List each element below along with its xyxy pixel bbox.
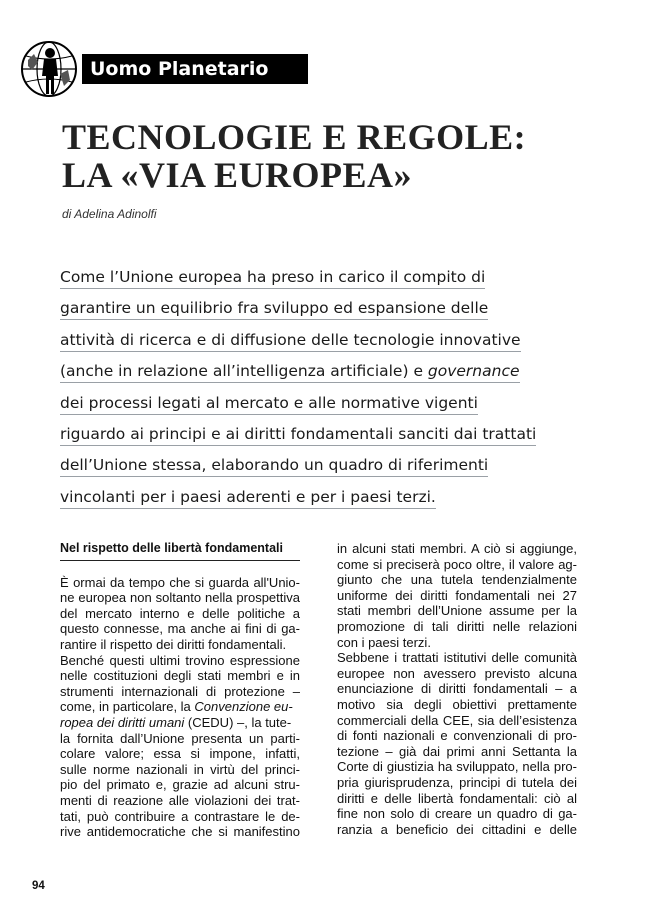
body-line: È ormai da tempo che si guarda all'Unio- xyxy=(60,574,300,590)
body-line: colare valore; essa si impone, infatti, xyxy=(60,746,300,762)
body-line: stati membri dell’Unione assume per la xyxy=(337,603,577,619)
body-line: in alcuni stati membri. A ciò si aggiunge, xyxy=(337,541,577,556)
body-line: ranzia a beneficio dei cittadini e delle xyxy=(337,821,577,837)
lead-line: garantire un equilibrio fra sviluppo ed espansione delle xyxy=(60,299,488,320)
body-line: strumenti internazionali di protezione – xyxy=(60,683,300,699)
body-line: rantire il rispetto dei diritti fondamentali. xyxy=(60,636,287,652)
body-line: la fornita dall’Unione presenta un parti- xyxy=(60,730,300,746)
body-line: Benché questi ultimi trovino espressione xyxy=(60,652,300,668)
left-column xyxy=(60,541,300,840)
lead-line: (anche in relazione all’intelligenza artificiale) e governance xyxy=(60,362,520,383)
body-line: rive antidemocratiche che si manifestino xyxy=(60,824,300,840)
lead-line: riguardo ai principi e ai diritti fondamentali sanciti dai trattati xyxy=(60,425,536,446)
body-line: menti di reazione alle violazioni dei trat- xyxy=(60,792,300,808)
body-line: pio del primato e, grazie ad alcuni stru- xyxy=(60,777,300,793)
section-header xyxy=(20,40,290,100)
subheading-rule xyxy=(60,560,300,561)
body-line: come si preciserà poco oltre, il valore ag- xyxy=(337,556,577,572)
body-line: promozione di tali diritti nelle relazioni xyxy=(337,618,577,634)
body-line: del mercato interno e delle politiche a xyxy=(60,605,300,621)
body-line: pria giurisprudenza, principi di tutela dei xyxy=(337,774,577,790)
body-line: commerciali della CEE, sia dell’esistenza xyxy=(337,712,577,728)
page-number: 94 xyxy=(32,880,45,892)
right-column xyxy=(337,541,577,837)
body-line: sulle norme nazionali in virtù del princi- xyxy=(60,761,300,777)
body-line: enunciazione di diritti fondamentali – a xyxy=(337,681,577,697)
section-label: Uomo Planetario xyxy=(82,54,308,84)
lead-line: dei processi legati al mercato e alle normative vigenti xyxy=(60,394,478,415)
body-line: questo connesse, ma anche ai fini di ga- xyxy=(60,621,300,637)
lead-italic-term: governance xyxy=(427,362,520,381)
lead-line: attività di ricerca e di diffusione delle tecnologie innovative xyxy=(60,331,521,352)
globe-with-person-icon xyxy=(20,40,78,98)
body-line: giunto che una tutela tendenzialmente xyxy=(337,572,577,588)
section-subheading: Nel rispetto delle libertà fondamentali xyxy=(60,541,283,555)
lead-line: dell’Unione stessa, elaborando un quadro di riferimenti xyxy=(60,456,488,477)
body-line: come, in particolare, la Convenzione eu- xyxy=(60,699,293,715)
body-line: uniforme dei diritti fondamentali nei 27 xyxy=(337,587,577,603)
body-line: Sebbene i trattati istitutivi delle comunità xyxy=(337,650,577,666)
body-line: tati, può contribuire a contrastare le de- xyxy=(60,808,300,824)
body-line: con i paesi terzi. xyxy=(337,634,431,650)
body-line: tezione – già dai primi anni Settanta la xyxy=(337,743,577,759)
body-line: fine non solo di creare un quadro di ga- xyxy=(337,806,577,822)
body-line: europee non avessero previsto alcuna xyxy=(337,665,577,681)
body-line: nelle costituzioni degli stati membri e in xyxy=(60,668,300,684)
body-line: motivo sia degli obiettivi prettamente xyxy=(337,696,577,712)
author-byline: di Adelina Adinolfi xyxy=(62,207,157,221)
cedu-title-italic: ropea dei diritti umani xyxy=(60,714,185,730)
body-line: Corte di giustizia ha sviluppato, nella pro- xyxy=(337,759,577,775)
body-line: ne europea non soltanto nella prospettiva xyxy=(60,590,300,606)
body-line: ropea dei diritti umani (CEDU) –, la tute- xyxy=(60,714,292,730)
body-line: diritti e delle libertà fondamentali: ciò al xyxy=(337,790,577,806)
title-line: LA «VIA EUROPEA» xyxy=(62,155,413,195)
article-title xyxy=(62,118,602,194)
lead-line: vincolanti per i paesi aderenti e per i paesi terzi. xyxy=(60,488,436,509)
cedu-title-italic: Convenzione eu- xyxy=(194,699,293,715)
lead-line: Come l’Unione europea ha preso in carico il compito di xyxy=(60,268,485,289)
lead-paragraph xyxy=(60,262,600,513)
title-line: TECNOLOGIE E REGOLE: xyxy=(62,117,527,157)
body-line: di fonti nazionali e convenzionali di pro- xyxy=(337,728,577,744)
